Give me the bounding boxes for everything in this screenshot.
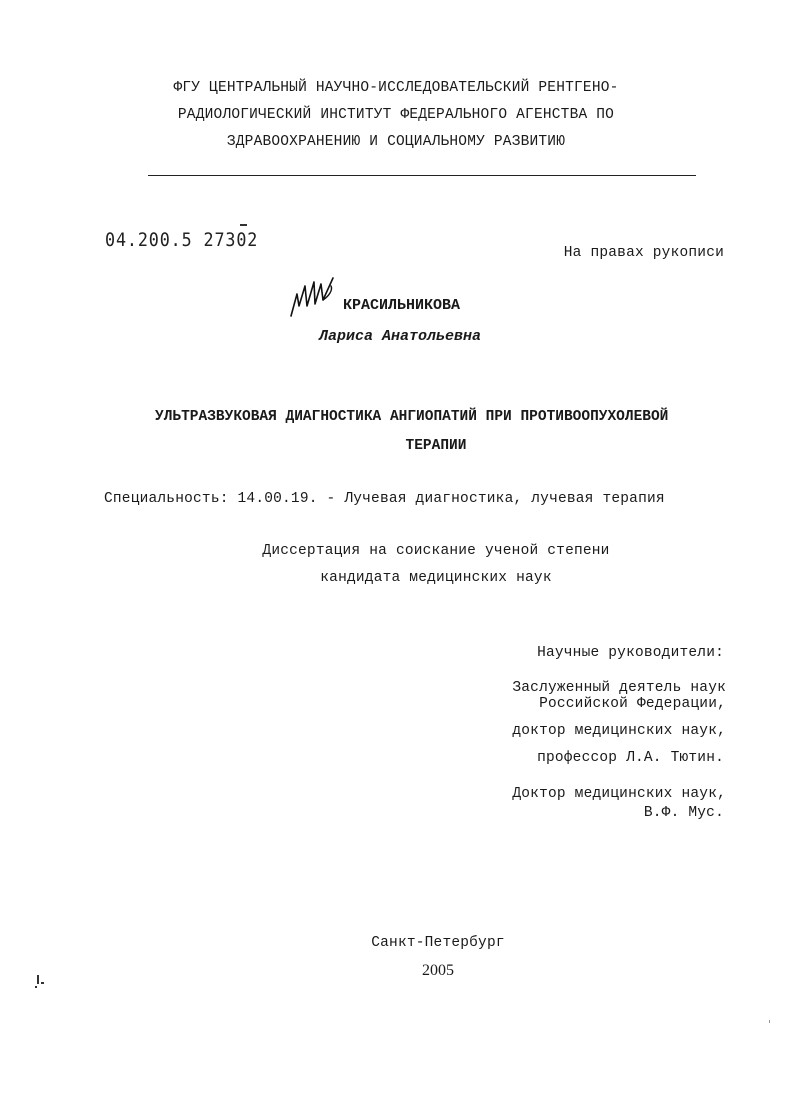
supervisor-2-line-2: В.Ф. Мус. [643,805,724,821]
supervisor-1-line-2: Российской Федерации, [539,696,726,712]
manuscript-note: На правах рукописи [563,245,724,261]
header-divider [148,175,696,176]
scan-speck [35,986,37,988]
supervisor-2-line-1: Доктор медицинских наук, [512,786,726,802]
footer-year: 2005 [422,962,454,979]
author-surname: КРАСИЛЬНИКОВА [343,297,461,314]
supervisor-1-line-3: доктор медицинских наук, [512,723,726,739]
dissertation-title-line-1: УЛЬТРАЗВУКОВАЯ ДИАГНОСТИКА АНГИОПАТИЙ ПРИ ПРОТИВООПУХОЛЕВОЙ [155,409,669,425]
author-signature [287,276,343,322]
degree-line-1: Диссертация на соискание ученой степени [262,543,610,559]
supervisor-1-line-4: профессор Л.А. Тютин. [537,750,724,766]
specialty-line: Специальность: 14.00.19. - Лучевая диагностика, лучевая терапия [104,491,665,507]
footer-city: Санкт-Петербург [371,935,505,951]
registration-number-stamp: 04.200.5 27302 [105,229,259,251]
dissertation-title-line-2: ТЕРАПИИ [405,438,467,454]
institution-line-1: ФГУ ЦЕНТРАЛЬНЫЙ НАУЧНО-ИССЛЕДОВАТЕЛЬСКИЙ РЕНТГЕНО- [173,80,619,96]
scan-speck [41,982,44,984]
stamp-mark [240,224,247,226]
supervisors-heading: Научные руководители: [537,645,724,661]
scan-speck [37,975,39,984]
author-given-names: Лариса Анатольевна [319,328,482,345]
institution-line-2: РАДИОЛОГИЧЕСКИЙ ИНСТИТУТ ФЕДЕРАЛЬНОГО АГЕНСТВА ПО [177,107,615,123]
degree-line-2: кандидата медицинских наук [320,570,552,586]
supervisor-1-line-1: Заслуженный деятель наук [512,680,726,696]
scan-speck [769,1020,770,1023]
institution-line-3: ЗДРАВООХРАНЕНИЮ И СОЦИАЛЬНОМУ РАЗВИТИЮ [226,134,566,150]
